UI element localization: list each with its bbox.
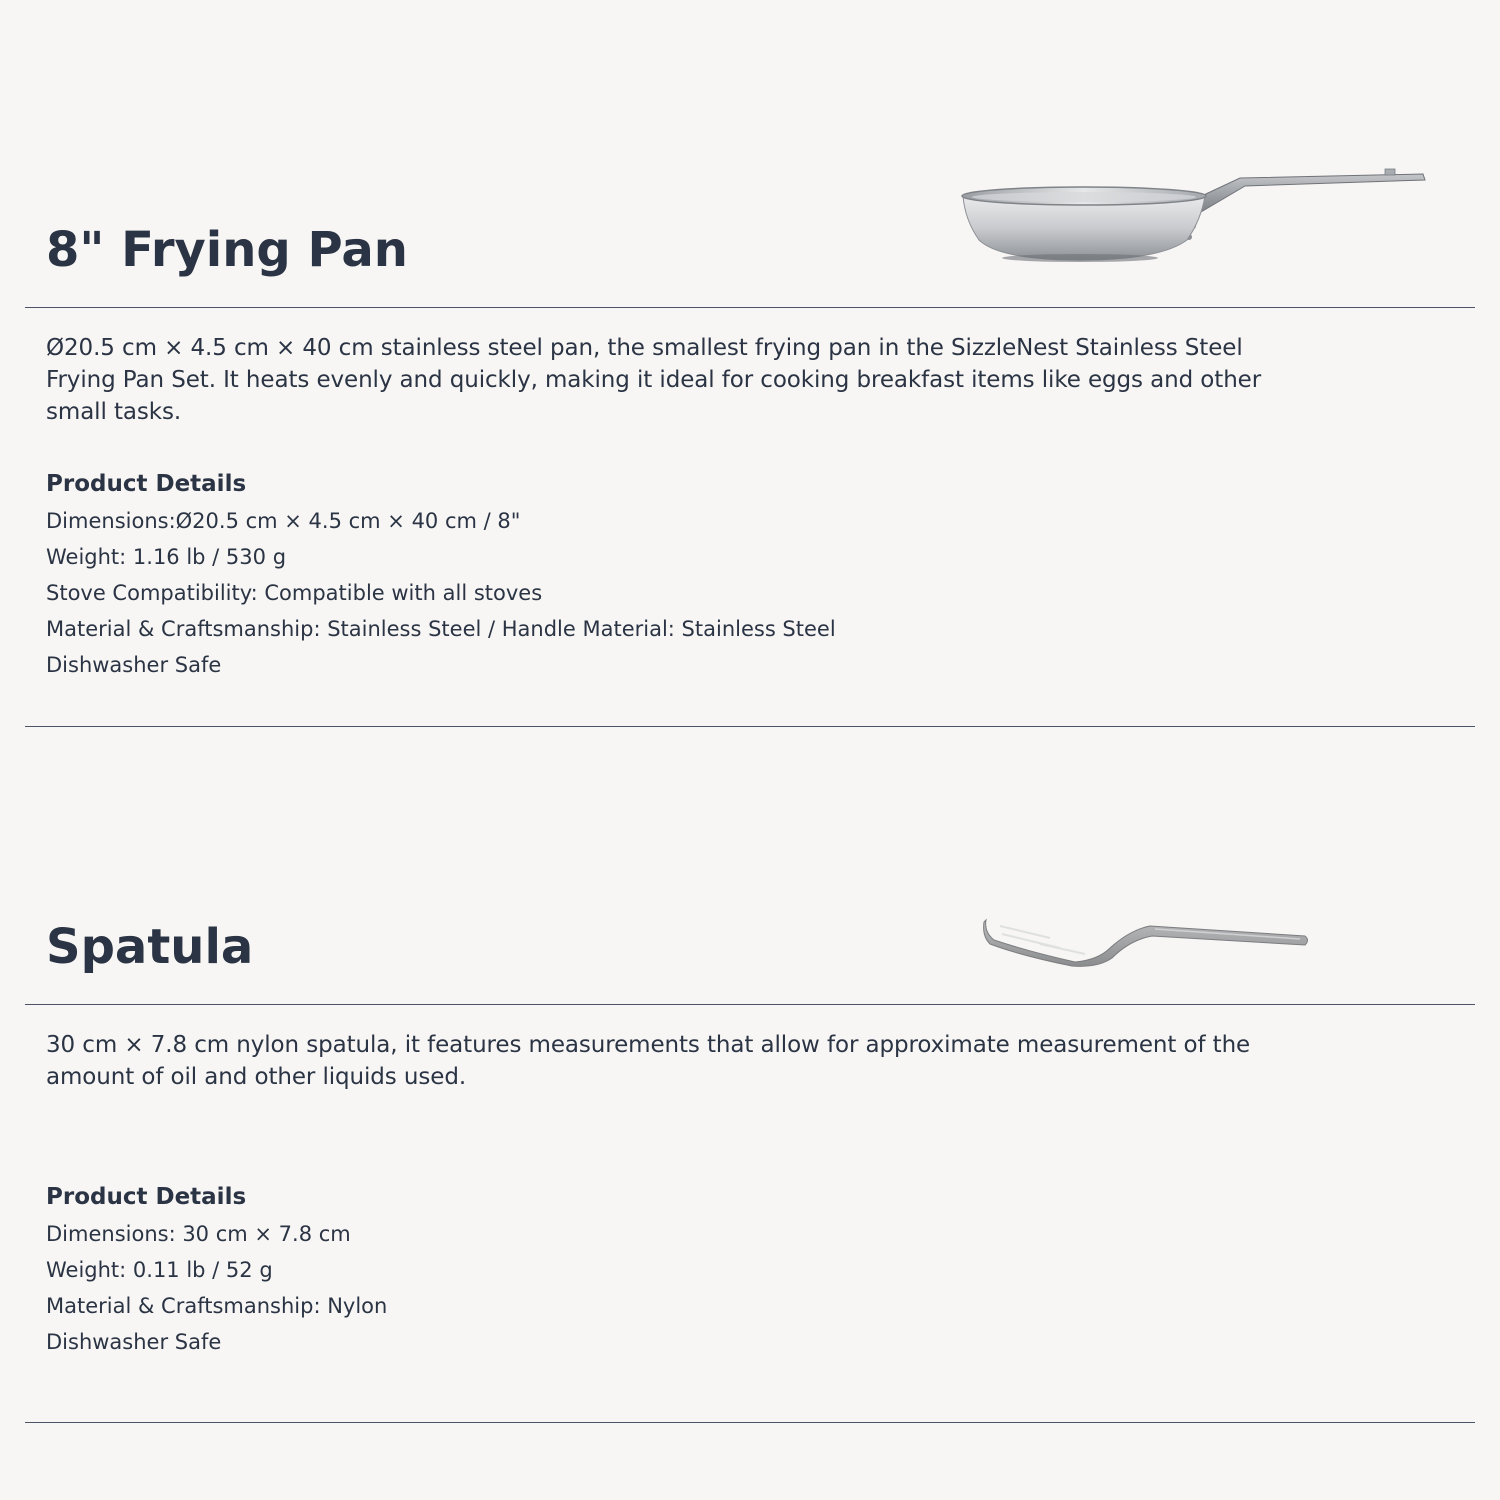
spatula-image [980, 910, 1315, 970]
detail-material: Material & Craftsmanship: Nylon [46, 1294, 388, 1318]
detail-weight: Weight: 1.16 lb / 530 g [46, 545, 287, 569]
product-section-frying-pan [0, 0, 1500, 740]
detail-dimensions: Dimensions:Ø20.5 cm × 4.5 cm × 40 cm / 8" [46, 509, 521, 533]
product-title: Spatula [46, 919, 254, 975]
section-divider [25, 307, 1475, 308]
detail-stove-compatibility: Stove Compatibility: Compatible with all stoves [46, 581, 543, 605]
section-divider [25, 1004, 1475, 1005]
detail-dishwasher: Dishwasher Safe [46, 653, 222, 677]
product-description: 30 cm × 7.8 cm nylon spatula, it features measurements that allow for approximate measurement of the amount of oil and other liquids used. [46, 1032, 1251, 1090]
section-divider [25, 726, 1475, 727]
product-details-heading: Product Details [46, 471, 247, 497]
product-description: Ø20.5 cm × 4.5 cm × 40 cm stainless steel pan, the smallest frying pan in the SizzleNest Stainless Steel Frying Pan Set. It heats evenly and quickly, making it ideal for cooking breakfast items like eggs and other small tasks. [46, 335, 1262, 425]
product-details-heading: Product Details [46, 1184, 247, 1210]
product-title: 8" Frying Pan [46, 222, 408, 278]
detail-material: Material & Craftsmanship: Stainless Steel / Handle Material: Stainless Steel [46, 617, 836, 641]
section-divider [25, 1422, 1475, 1423]
frying-pan-image [955, 160, 1435, 270]
detail-dimensions: Dimensions: 30 cm × 7.8 cm [46, 1222, 351, 1246]
detail-dishwasher: Dishwasher Safe [46, 1330, 222, 1354]
detail-weight: Weight: 0.11 lb / 52 g [46, 1258, 273, 1282]
